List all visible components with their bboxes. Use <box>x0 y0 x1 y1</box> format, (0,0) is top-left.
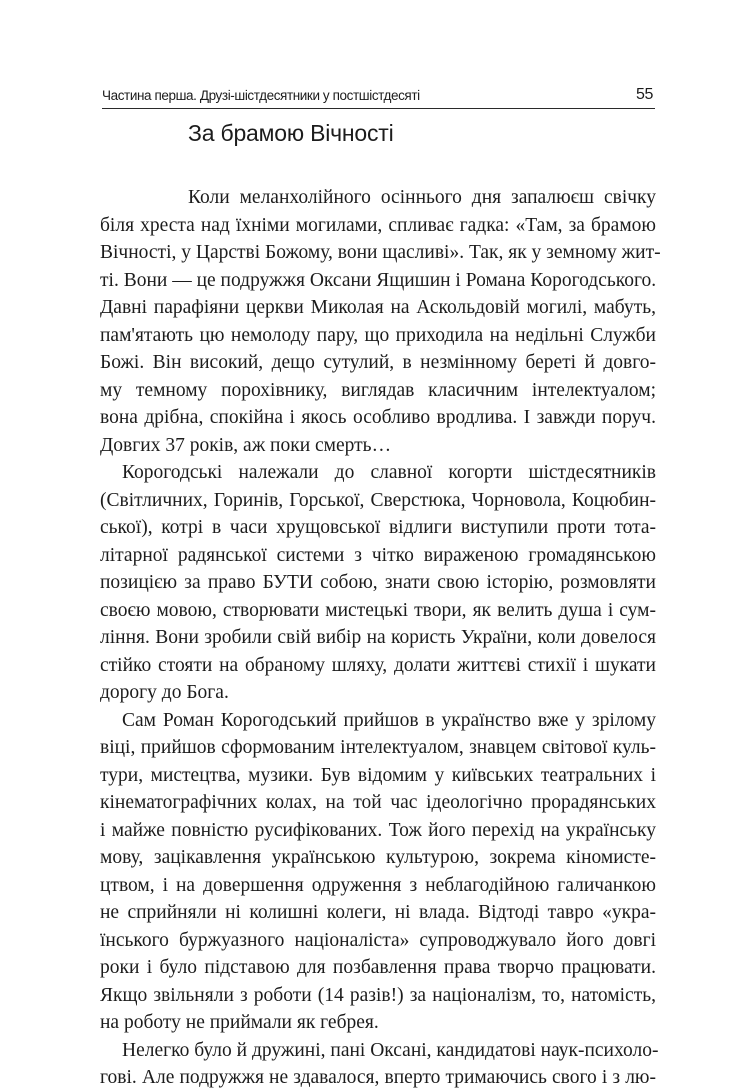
running-header <box>102 86 655 109</box>
text-line: своєю мовою, створювати мистецькі твори, як велить душа і сум- <box>100 599 656 621</box>
text-line: Божі. Він високий, дещо сутулий, в незмінному береті й довго- <box>100 352 656 373</box>
running-title: Частина перша. Друзі-шістдесятники у постшістдесяті <box>102 88 420 103</box>
text-line: пам'ятають цю немолоду пару, що приходила на недільні Служби <box>100 324 656 346</box>
chapter-title: За брамою Вічності <box>188 120 394 146</box>
text-line: му темному порохівнику, виглядав класичним інтелектуалом; <box>100 379 656 401</box>
text-line: ті. Вони — це подружжя Оксани Ящишин і Романа Корогодського. <box>100 269 657 291</box>
text-line: і майже повністю русифікованих. Тож його перехід на українську <box>100 819 656 841</box>
page-number: 55 <box>636 86 653 103</box>
body-text <box>100 184 661 1092</box>
text-line: позицією за право БУТИ собою, знати свою історію, розмовляти <box>100 572 656 593</box>
text-line: віці, прийшов сформованим інтелектуалом, знавцем світової куль- <box>100 737 656 758</box>
text-line: їнського буржуазного націоналіста» супроводжувало його довгі <box>100 929 656 951</box>
text-line: біля хреста над їхніми могилами, спливає гадка: «Там, за брамою <box>100 214 656 236</box>
text-line: Коли меланхолійного осіннього дня запалюєш свічку <box>188 187 656 208</box>
text-line: кінематографічних колах, на той час ідеологічно прорадянських <box>100 792 656 813</box>
text-line: стійко стояти на обраному шляху, долати життєві стихії і шукати <box>100 654 656 676</box>
text-line: Нелегко було й дружині, пані Оксані, кандидатові наук-психоло- <box>122 1039 659 1061</box>
text-line: Вічності, у Царстві Божому, вони щасливі». Так, як у земному жит- <box>100 242 661 263</box>
text-line: гові. Але подружжя не здавалося, вперто тримаючись свого і з лю- <box>100 1067 656 1088</box>
text-line: роки і було підставою для позбавлення права творчо працювати. <box>100 957 656 978</box>
text-line: літарної радянської системи з чітко вираженою громадянською <box>100 544 656 566</box>
text-line: тури, мистецтва, музики. Був відомим у київських театральних і <box>100 764 656 786</box>
text-line: цтвом, і на довершення одруження з неблагодійною галичанкою <box>100 874 656 896</box>
text-line: Корогодські належали до славної когорти шістдесятників <box>122 462 656 483</box>
text-line: Довгих 37 років, аж поки смерть… <box>100 434 392 456</box>
text-line: ління. Вони зробили свій вибір на користь України, коли довелося <box>100 627 656 648</box>
text-line: Давні парафіяни церкви Миколая на Аскольдовій могилі, мабуть, <box>100 297 656 318</box>
text-line: дорогу до Бога. <box>100 682 229 703</box>
text-line: ської), котрі в часи хрущовської відлиги виступили проти тота- <box>100 517 656 538</box>
text-line: мову, зацікавлення українською культурою, зокрема кіномисте- <box>100 847 656 868</box>
text-line: вона дрібна, спокійна і якось особливо вродлива. І завжди поруч. <box>100 407 656 428</box>
text-line: Якщо звільняли з роботи (14 разів!) за націоналізм, то, натомість, <box>100 984 656 1006</box>
text-line: Сам Роман Корогодський прийшов в українство вже у зрілому <box>122 709 656 731</box>
text-line: на роботу не приймали як гебрея. <box>100 1012 379 1033</box>
text-line: не сприйняли ні колишні колеги, ні влада. Відтоді тавро «укра- <box>100 902 656 923</box>
text-line: (Світличних, Горинів, Горської, Сверстюка, Чорновола, Коцюбин- <box>100 489 656 511</box>
